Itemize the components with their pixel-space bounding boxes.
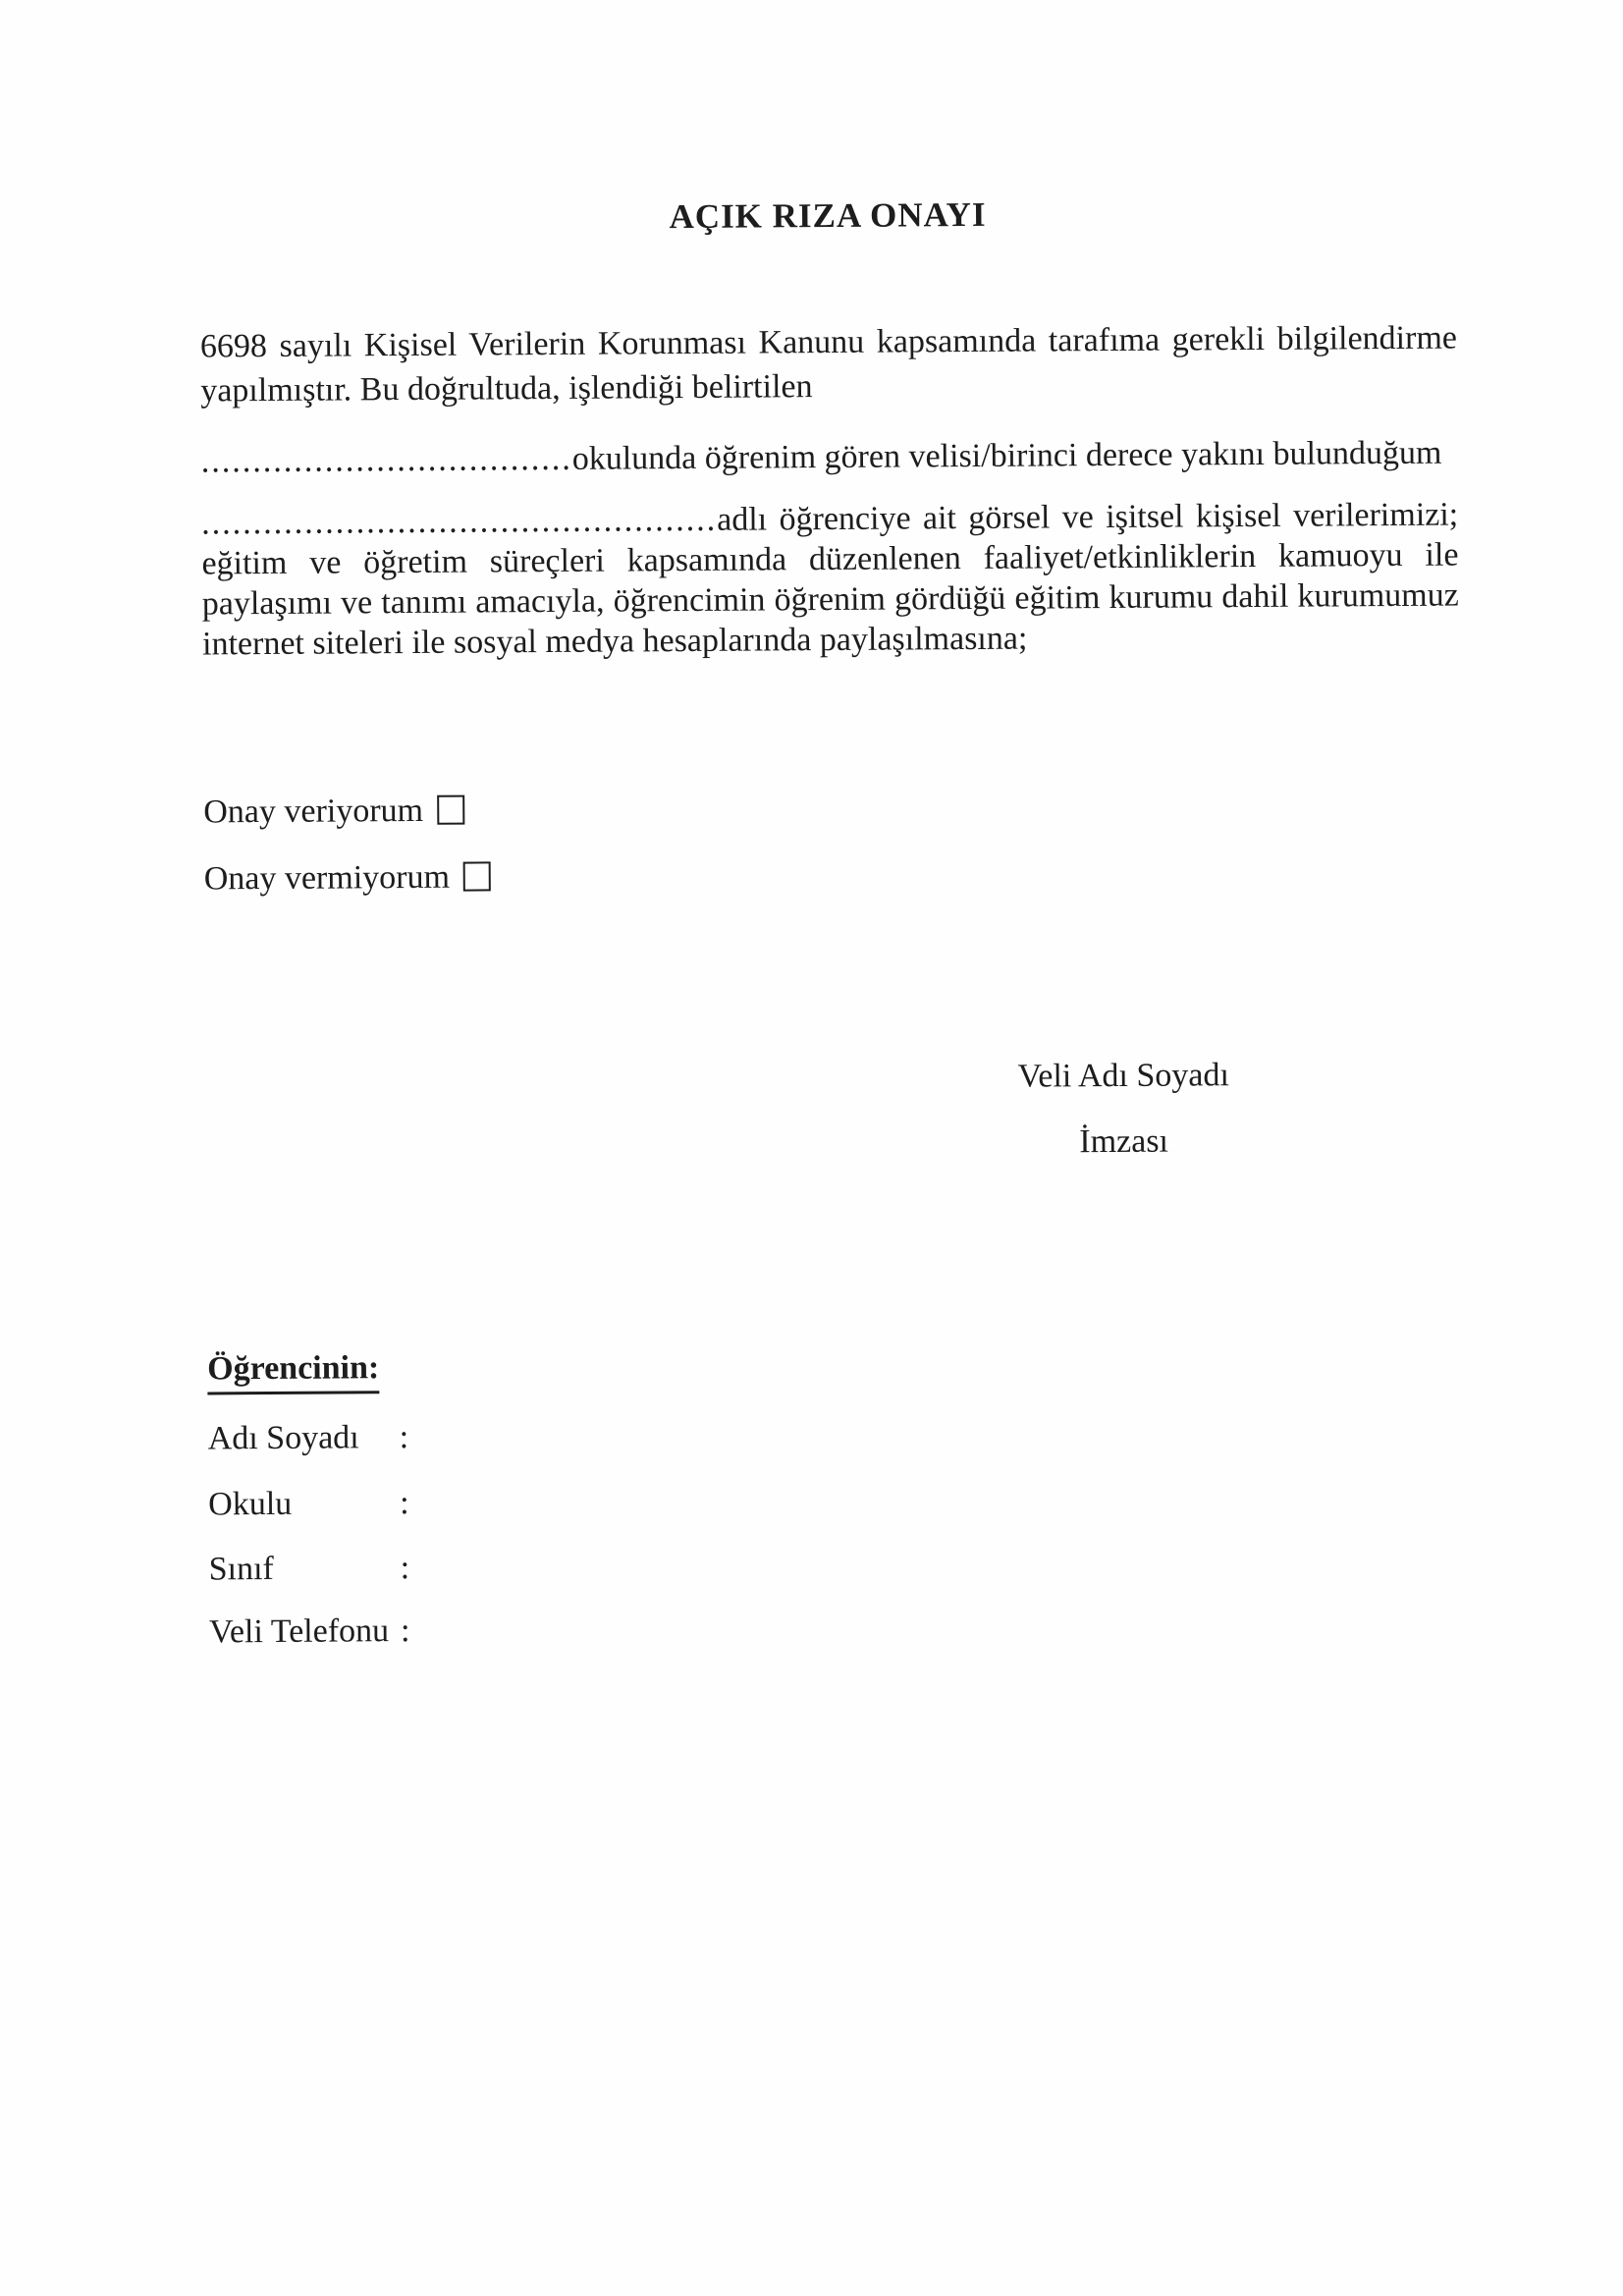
field-label-sinif: Sınıf	[208, 1550, 274, 1588]
student-paragraph	[201, 495, 1459, 665]
field-label-adi-soyadi: Adı Soyadı	[207, 1419, 359, 1457]
intro-line-1: 6698 sayılı Kişisel Verilerin Korunması Kanunu kapsamında tarafıma gerekli bilgilendirme	[199, 319, 1458, 365]
student-paragraph-line-2: eğitim ve öğretim süreçleri kapsamında düzenlenen faaliyet/etkinliklerin kamuoyu ile	[201, 536, 1459, 582]
student-name-blank-field[interactable]: ..................................................	[201, 501, 718, 542]
field-row-veli-telefonu	[209, 1609, 410, 1654]
guardian-name-label: Veli Adı Soyadı	[1017, 1057, 1229, 1095]
approve-checkbox[interactable]	[437, 795, 464, 825]
field-colon-okulu: :	[400, 1485, 409, 1522]
document-title: AÇIK RIZA ONAYI	[669, 194, 987, 237]
field-label-okulu: Okulu	[208, 1485, 293, 1523]
field-row-okulu	[208, 1481, 409, 1526]
student-line-text: adlı öğrenciye ait görsel ve işitsel kişisel verilerimizi;	[717, 496, 1459, 538]
field-colon-sinif: :	[400, 1550, 410, 1587]
student-info-heading-text: Öğrencinin:	[207, 1349, 379, 1394]
field-colon-veli-telefonu: :	[400, 1613, 410, 1650]
school-line-text: okulunda öğrenim gören velisi/birinci derece yakını bulunduğum	[571, 434, 1442, 477]
consent-option-approve	[203, 789, 464, 835]
document-content	[198, 0, 1471, 2296]
field-row-adi-soyadi	[208, 1415, 409, 1460]
approve-label: Onay veriyorum	[203, 792, 424, 831]
decline-checkbox[interactable]	[463, 861, 491, 891]
signature-label: İmzası	[1079, 1122, 1169, 1161]
intro-paragraph	[200, 316, 1458, 413]
school-fill-line	[201, 431, 1458, 484]
field-row-sinif	[208, 1546, 409, 1591]
decline-label: Onay vermiyorum	[203, 858, 451, 898]
student-paragraph-line-4: internet siteleri ile sosyal medya hesaplarında paylaşılmasına;	[201, 620, 1028, 663]
intro-line-2: yapılmıştır. Bu doğrultuda, işlendiği belirtilen	[200, 368, 813, 410]
school-name-blank-field[interactable]: ....................................	[200, 440, 572, 480]
field-label-veli-telefonu: Veli Telefonu	[208, 1613, 390, 1651]
field-colon-adi-soyadi: :	[399, 1419, 409, 1456]
student-info-heading	[207, 1349, 379, 1394]
student-paragraph-line-3: paylaşımı ve tanımı amacıyla, öğrencimin öğrenim gördüğü eğitim kurumu dahil kurumumuz	[201, 576, 1459, 623]
consent-option-decline	[204, 854, 492, 901]
signature-block	[907, 1052, 1340, 1165]
